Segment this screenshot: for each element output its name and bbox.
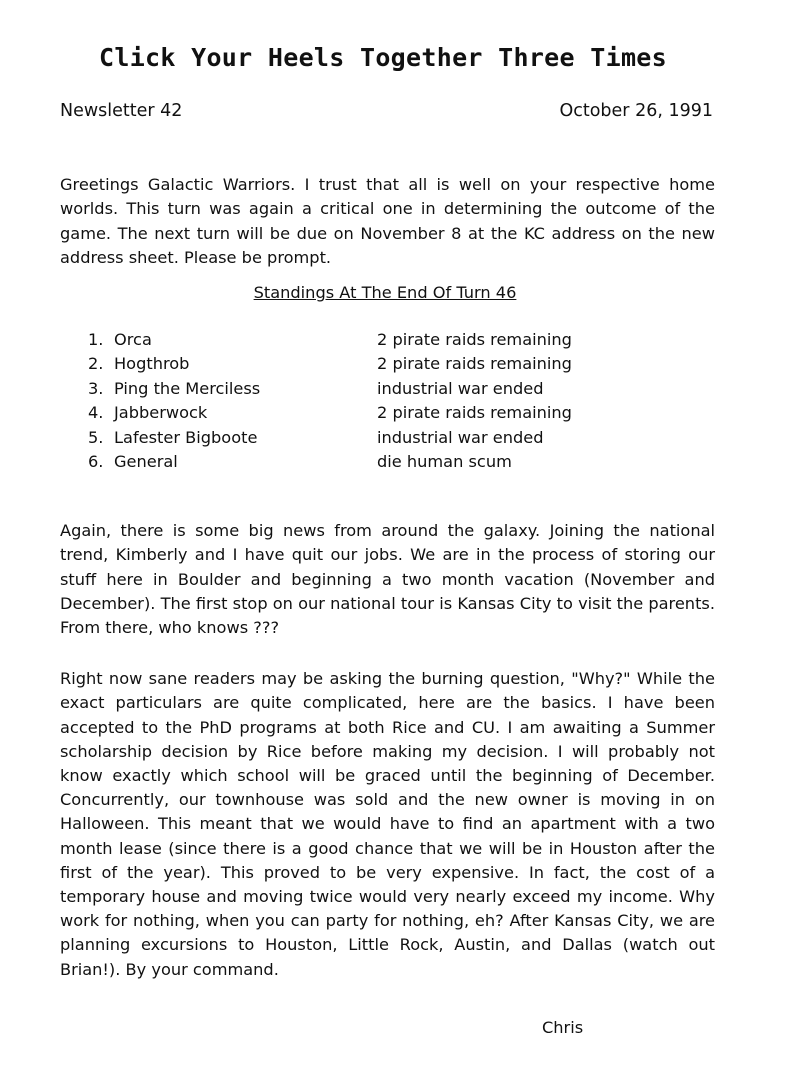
standings-rank: 4. <box>88 403 104 423</box>
standings-status: 2 pirate raids remaining <box>377 354 572 374</box>
standings-row <box>88 403 628 427</box>
standings-rank: 3. <box>88 378 104 398</box>
standings-row <box>88 379 628 403</box>
standings-rank: 2. <box>88 354 104 374</box>
body-paragraph: Right now sane readers may be asking the burning question, "Why?" While the exact particulars are quite complicated, here are the basics. I have been accepted to the PhD programs at both Rice and CU. I am awaiting a Summer scholarship decision by Rice before making my decision. I will probably not know exactly which school will be graced until the beginning of December. Concurrently, our townhouse was sold and the new owner is moving in on Halloween. This meant that we would have to find an apartment with a two month lease (since there is a good chance that we will be in Houston after the first of the year). This proved to be very expensive. In fact, the cost of a temporary house and moving twice would very nearly exceed my income. Why work for nothing, when you can party for nothing, eh? After Kansas City, we are planning excursions to Houston, Little Rock, Austin, and Dallas (watch out Brian!). By your command. <box>60 669 715 979</box>
issue-header <box>60 101 713 121</box>
standings-list <box>88 330 628 476</box>
standings-status: industrial war ended <box>377 378 544 398</box>
standings-rank: 6. <box>88 451 104 471</box>
standings-rank: 5. <box>88 427 104 447</box>
standings-rank: 1. <box>88 330 104 349</box>
standings-player: Jabberwock <box>114 403 208 423</box>
standings-player: Hogthrob <box>114 354 190 374</box>
standings-status: 2 pirate raids remaining <box>377 330 572 349</box>
newsletter-title: Click Your Heels Together Three Times <box>99 42 667 72</box>
standings-player: Ping the Merciless <box>114 378 261 398</box>
issue-date: October 26, 1991 <box>559 101 713 121</box>
standings-heading: Standings At The End Of Turn 46 <box>253 283 517 302</box>
body-paragraph: Again, there is some big news from around the galaxy. Joining the national trend, Kimberly and I have quit our jobs. We are in the process of storing our stuff here in Boulder and beginning a two month vacation (November and December). The first stop on our national tour is Kansas City to visit the parents. From there, who knows ??? <box>60 521 715 637</box>
standings-row <box>88 354 628 378</box>
standings-player: General <box>114 451 178 471</box>
standings-row <box>88 330 628 354</box>
standings-status: die human scum <box>377 451 512 471</box>
standings-status: 2 pirate raids remaining <box>377 403 572 423</box>
standings-player: Orca <box>114 330 152 349</box>
standings-row <box>88 428 628 452</box>
standings-status: industrial war ended <box>377 427 544 447</box>
intro-paragraph: Greetings Galactic Warriors. I trust that all is well on your respective home worlds. This turn was again a critical one in determining the outcome of the game. The next turn will be due on November 8 at the KC address on the new address sheet. Please be prompt. <box>60 175 715 267</box>
standings-player: Lafester Bigboote <box>114 427 258 447</box>
signature: Chris <box>542 1018 584 1037</box>
issue-number: Newsletter 42 <box>60 101 183 121</box>
standings-row <box>88 452 628 476</box>
